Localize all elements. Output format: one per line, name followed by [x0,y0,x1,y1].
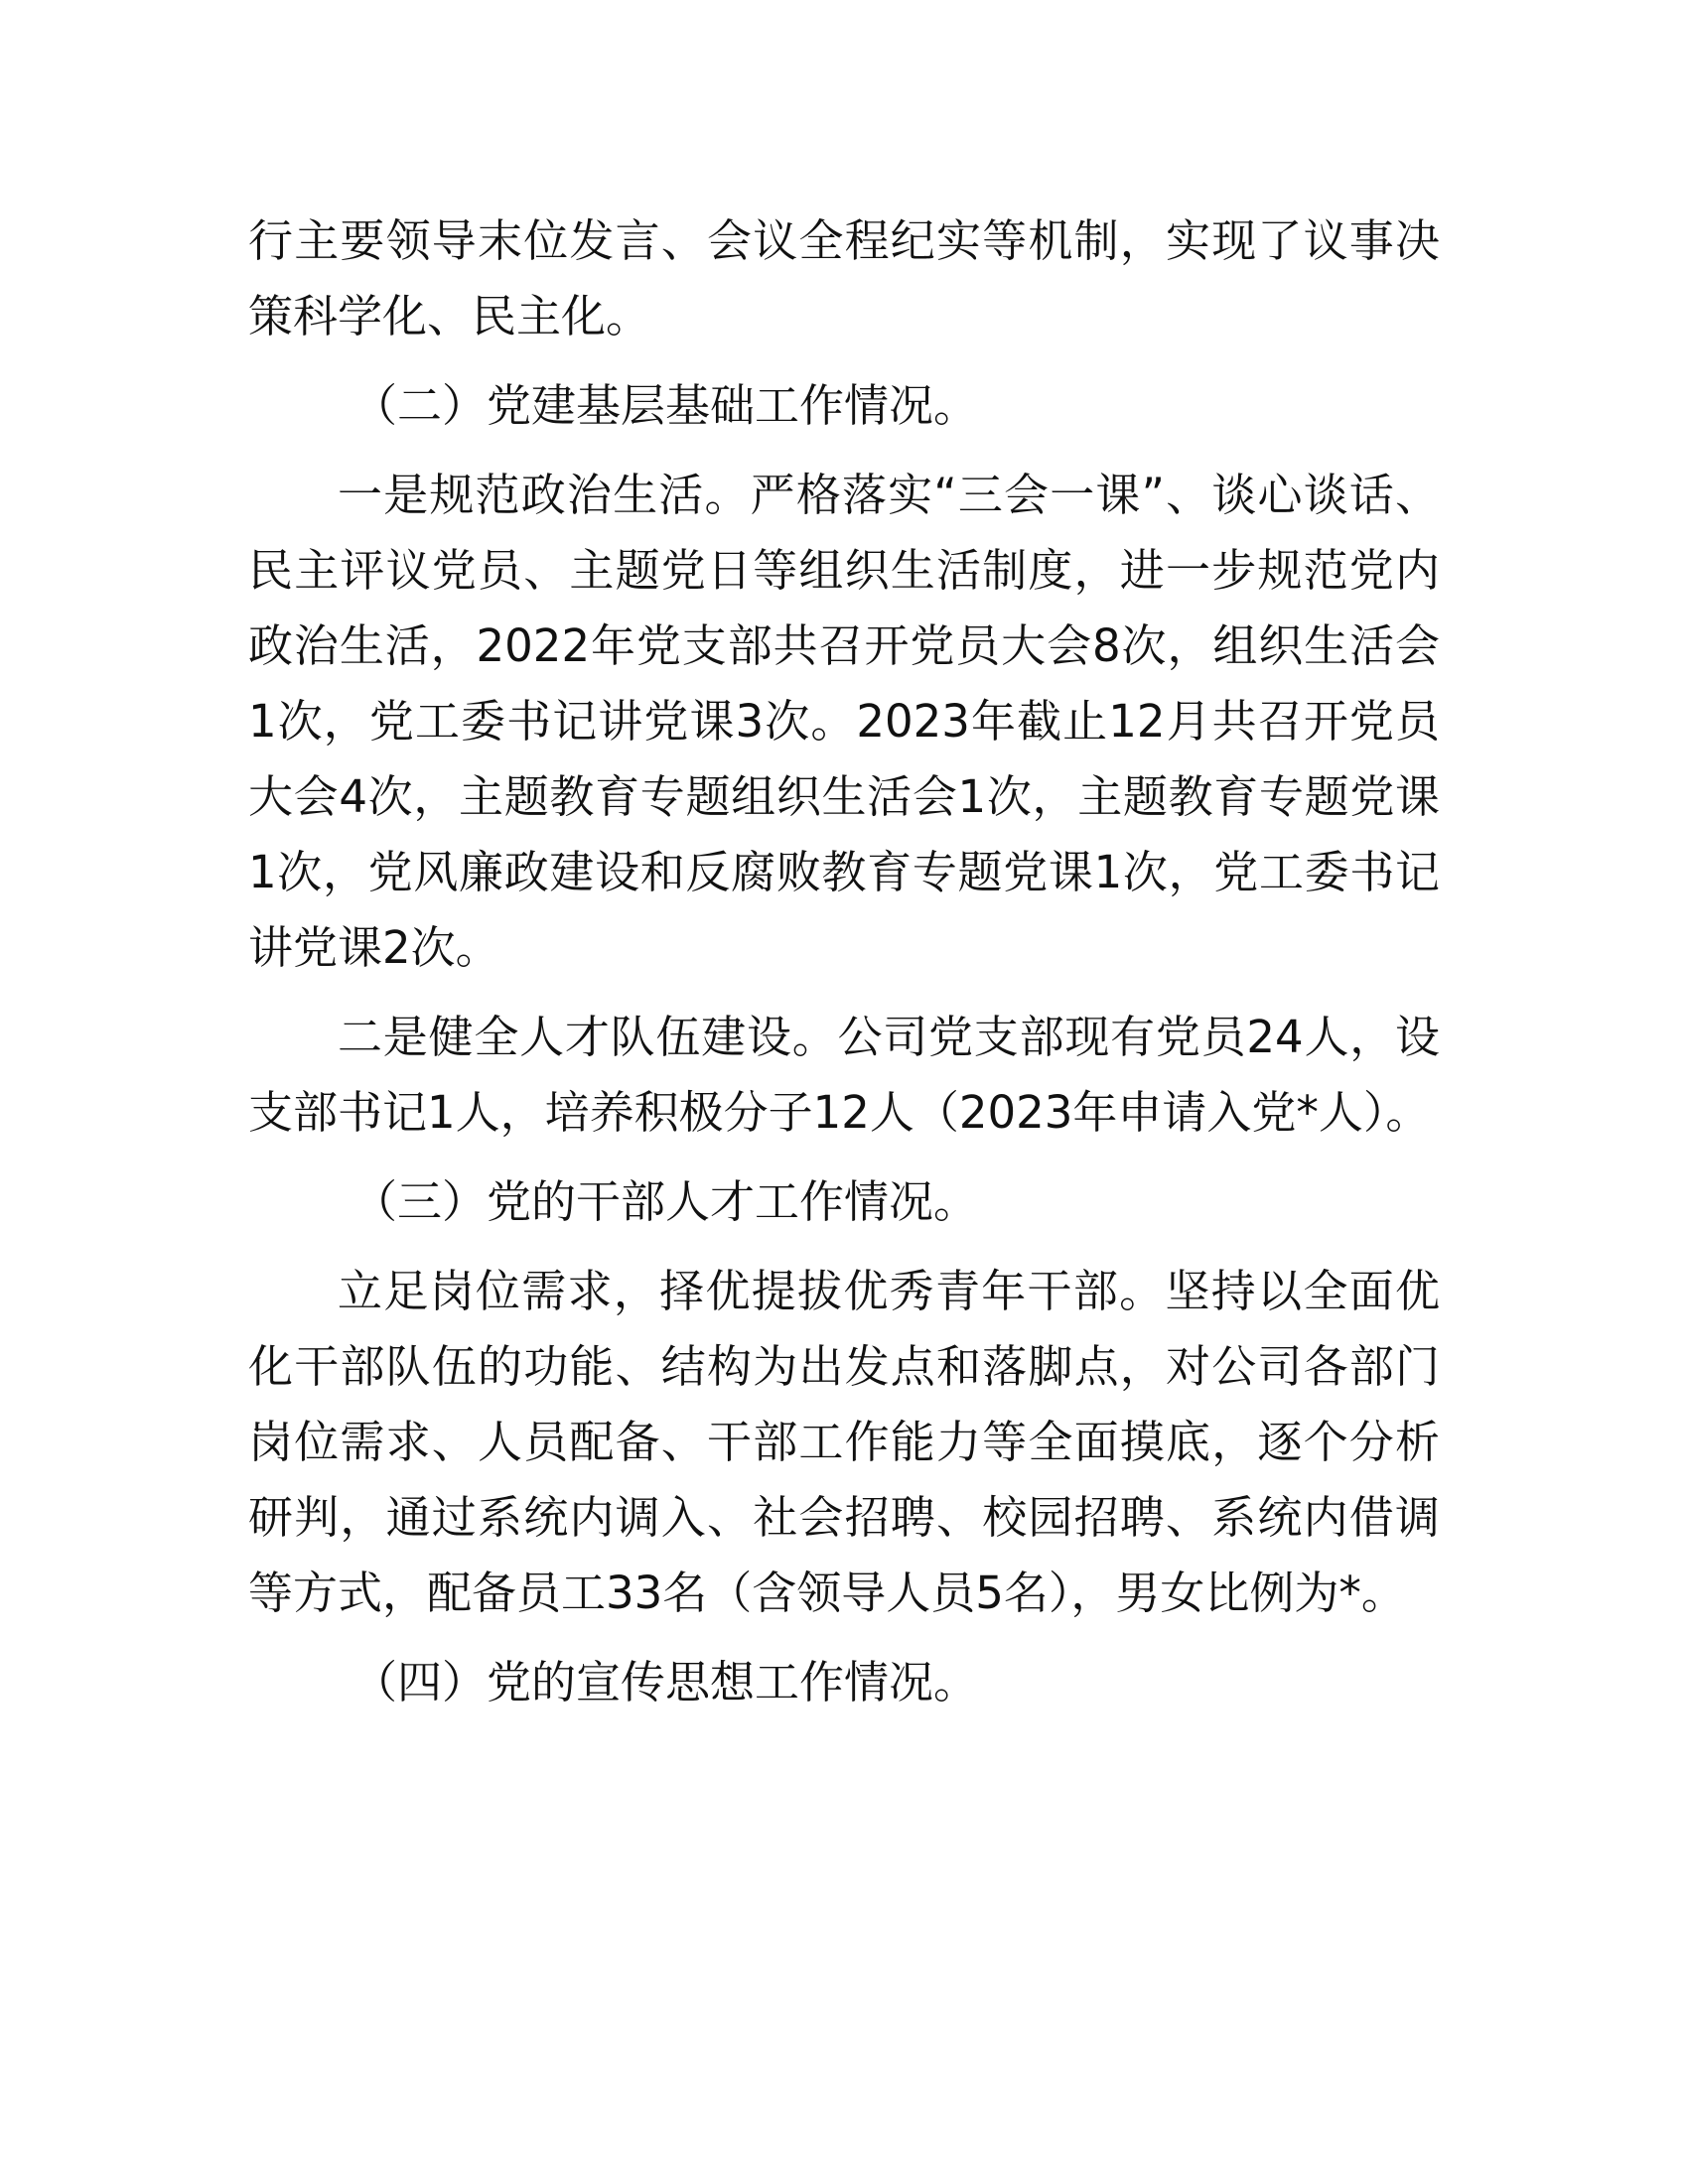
section-heading-4: （四）党的宣传思想工作情况。 [352,1656,979,1708]
paragraph-political-life: 一是规范政治生活。严格落实“三会一课”、谈心谈话、民主评议党员、主题党日等组织生活制度，进一步规范党内政治生活，2022年党支部共召开党员大会8次，组织生活会1次，党工委书记讲党课3次。2023年截止12月共召开党员大会4次，主题教育专题组织生活会1次，主题教育专题党课1次，党风廉政建设和反腐败教育专题党课1次，党工委书记讲党课2次。 [248,469,1440,974]
section-heading-2: （二）党建基层基础工作情况。 [352,379,979,432]
paragraph-continuation: 行主要领导末位发言、会议全程纪实等机制，实现了议事决策科学化、民主化。 [248,214,1440,342]
paragraph-cadre-selection: 立足岗位需求，择优提拔优秀青年干部。坚持以全面优化干部队伍的功能、结构为出发点和落脚点，对公司各部门岗位需求、人员配备、干部工作能力等全面摸底，逐个分析研判，通过系统内调入、社会招聘、校园招聘、系统内借调等方式，配备员工33名（含领导人员5名），男女比例为*。 [248,1265,1440,1619]
section-heading-3: （三）党的干部人才工作情况。 [352,1175,979,1228]
paragraph-talent-team: 二是健全人才队伍建设。公司党支部现有党员24人，设支部书记1人，培养积极分子12人（2023年申请入党*人）。 [248,1011,1440,1139]
document-body [248,204,1440,1720]
